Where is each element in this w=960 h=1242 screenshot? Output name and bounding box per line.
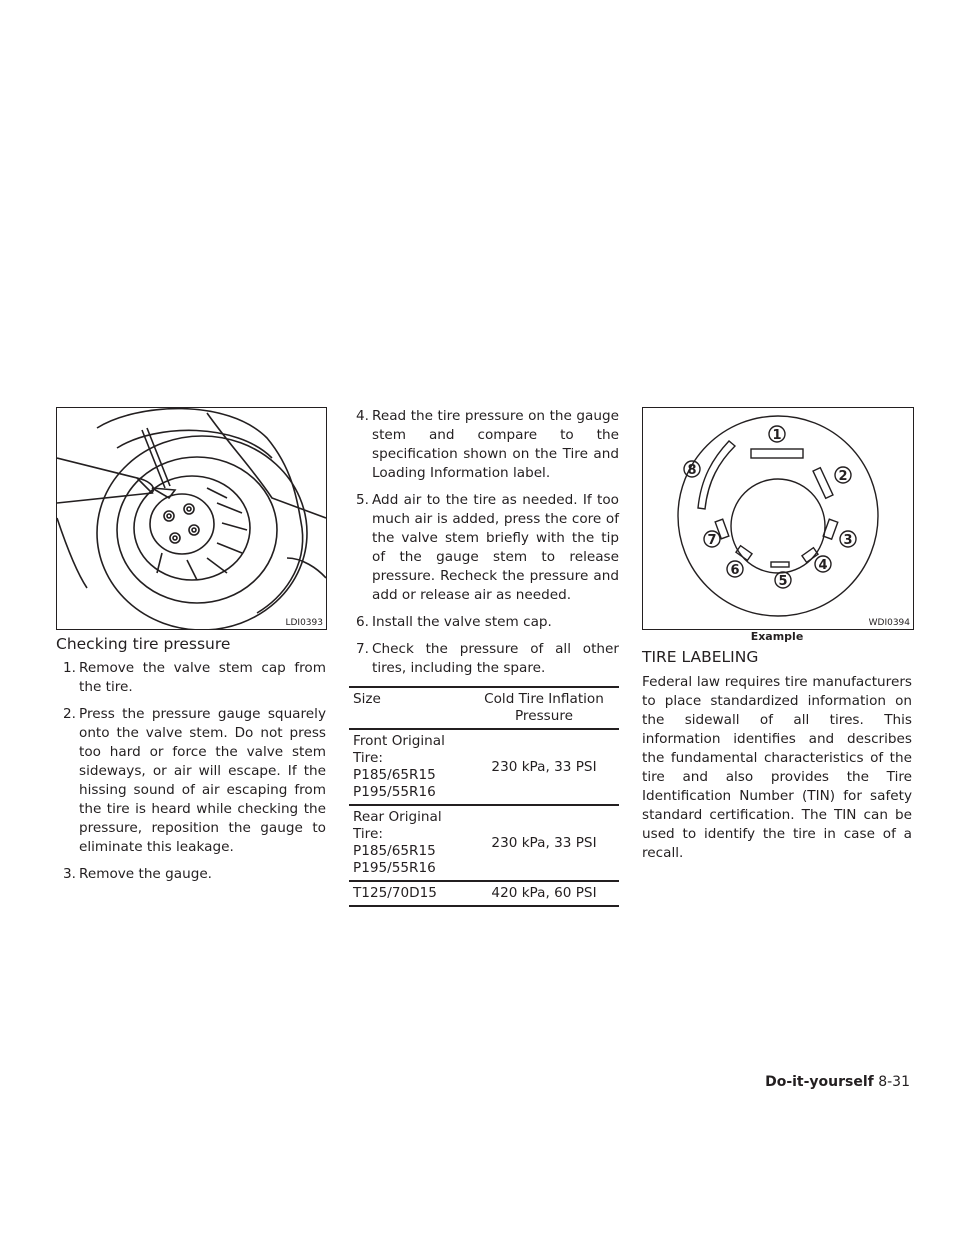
table-header: Cold Tire Inflation Pressure <box>469 687 619 729</box>
steps-list-left <box>56 659 326 884</box>
list-item: 3. Remove the gauge. <box>63 866 213 882</box>
tire-labeling-paragraph: Federal law requires tire manufacturers to place standardized information on the sidewall of all tires. This information identifies and describes the fundamental characteristics of the tire and also provides the Tire Identification Number (TIN) for safety standard certification. The TIN can be used to identify the tire in case of a recall. <box>642 674 912 861</box>
left-column <box>56 634 326 892</box>
svg-text:4: 4 <box>818 558 828 573</box>
label-marker <box>727 561 743 578</box>
page-number: 8-31 <box>878 1074 910 1090</box>
right-column <box>642 647 912 863</box>
table-cell: 230 kPa, 33 PSI <box>469 729 619 805</box>
list-item: 4. Read the tire pressure on the gauge stem and compare to the specification shown on the Tire and Loading Information label. <box>356 408 619 481</box>
page-footer <box>765 1074 910 1090</box>
table-row <box>349 729 619 805</box>
svg-text:1: 1 <box>772 428 782 443</box>
section-heading: TIRE LABELING <box>642 648 759 666</box>
table-cell: 230 kPa, 33 PSI <box>469 805 619 881</box>
list-item: 1. Remove the valve stem cap from the tire. <box>63 660 326 695</box>
section-heading: Checking tire pressure <box>56 635 231 653</box>
svg-text:8: 8 <box>687 463 697 478</box>
svg-text:2: 2 <box>838 469 848 484</box>
table-header-row <box>349 687 619 729</box>
figure-caption: Example <box>750 630 804 643</box>
tire-pressure-table <box>349 686 619 907</box>
label-marker <box>684 461 700 478</box>
svg-text:3: 3 <box>843 533 853 548</box>
label-marker <box>840 531 856 548</box>
svg-text:5: 5 <box>778 574 788 589</box>
footer-section: Do-it-yourself <box>765 1074 874 1090</box>
middle-column <box>349 407 619 907</box>
table-cell: Rear Original Tire: P185/65R15 P195/55R16 <box>349 805 469 881</box>
list-item: 6. Install the valve stem cap. <box>356 614 552 630</box>
list-item: 2. Press the pressure gauge squarely onto the valve stem. Do not press too hard or force the valve stem sideways, or air will escape. If the hissing sound of air escaping from the tire is heard while checking the pressure, reposition the gauge to eliminate this leakage. <box>63 706 326 855</box>
steps-list-middle <box>349 407 619 678</box>
tire-label-diagram <box>642 407 914 630</box>
list-item: 5. Add air to the tire as needed. If too much air is added, press the core of the valve stem briefly with the tip of the gauge stem to release pressure. Recheck the pressure and add or release air as needed. <box>356 492 619 603</box>
svg-text:7: 7 <box>707 533 717 548</box>
table-cell: 420 kPa, 60 PSI <box>469 881 619 906</box>
table-row <box>349 805 619 881</box>
figure-code: WDI0394 <box>868 618 910 628</box>
sidewall-diagram <box>643 408 913 629</box>
table-cell: T125/70D15 <box>349 881 469 906</box>
table-row <box>349 881 619 906</box>
figure-code: LDI0393 <box>285 618 323 628</box>
svg-text:6: 6 <box>730 563 740 578</box>
table-cell: Front Original Tire: P185/65R15 P195/55R16 <box>349 729 469 805</box>
label-marker <box>704 531 720 548</box>
label-marker <box>815 556 831 573</box>
label-marker <box>775 572 791 589</box>
tire-gauge-drawing <box>57 408 326 629</box>
list-item: 7. Check the pressure of all other tires, including the spare. <box>356 641 619 676</box>
table-header: Size <box>349 687 469 729</box>
label-marker <box>835 467 851 484</box>
tire-pressure-illustration <box>56 407 327 630</box>
label-marker <box>769 426 785 443</box>
